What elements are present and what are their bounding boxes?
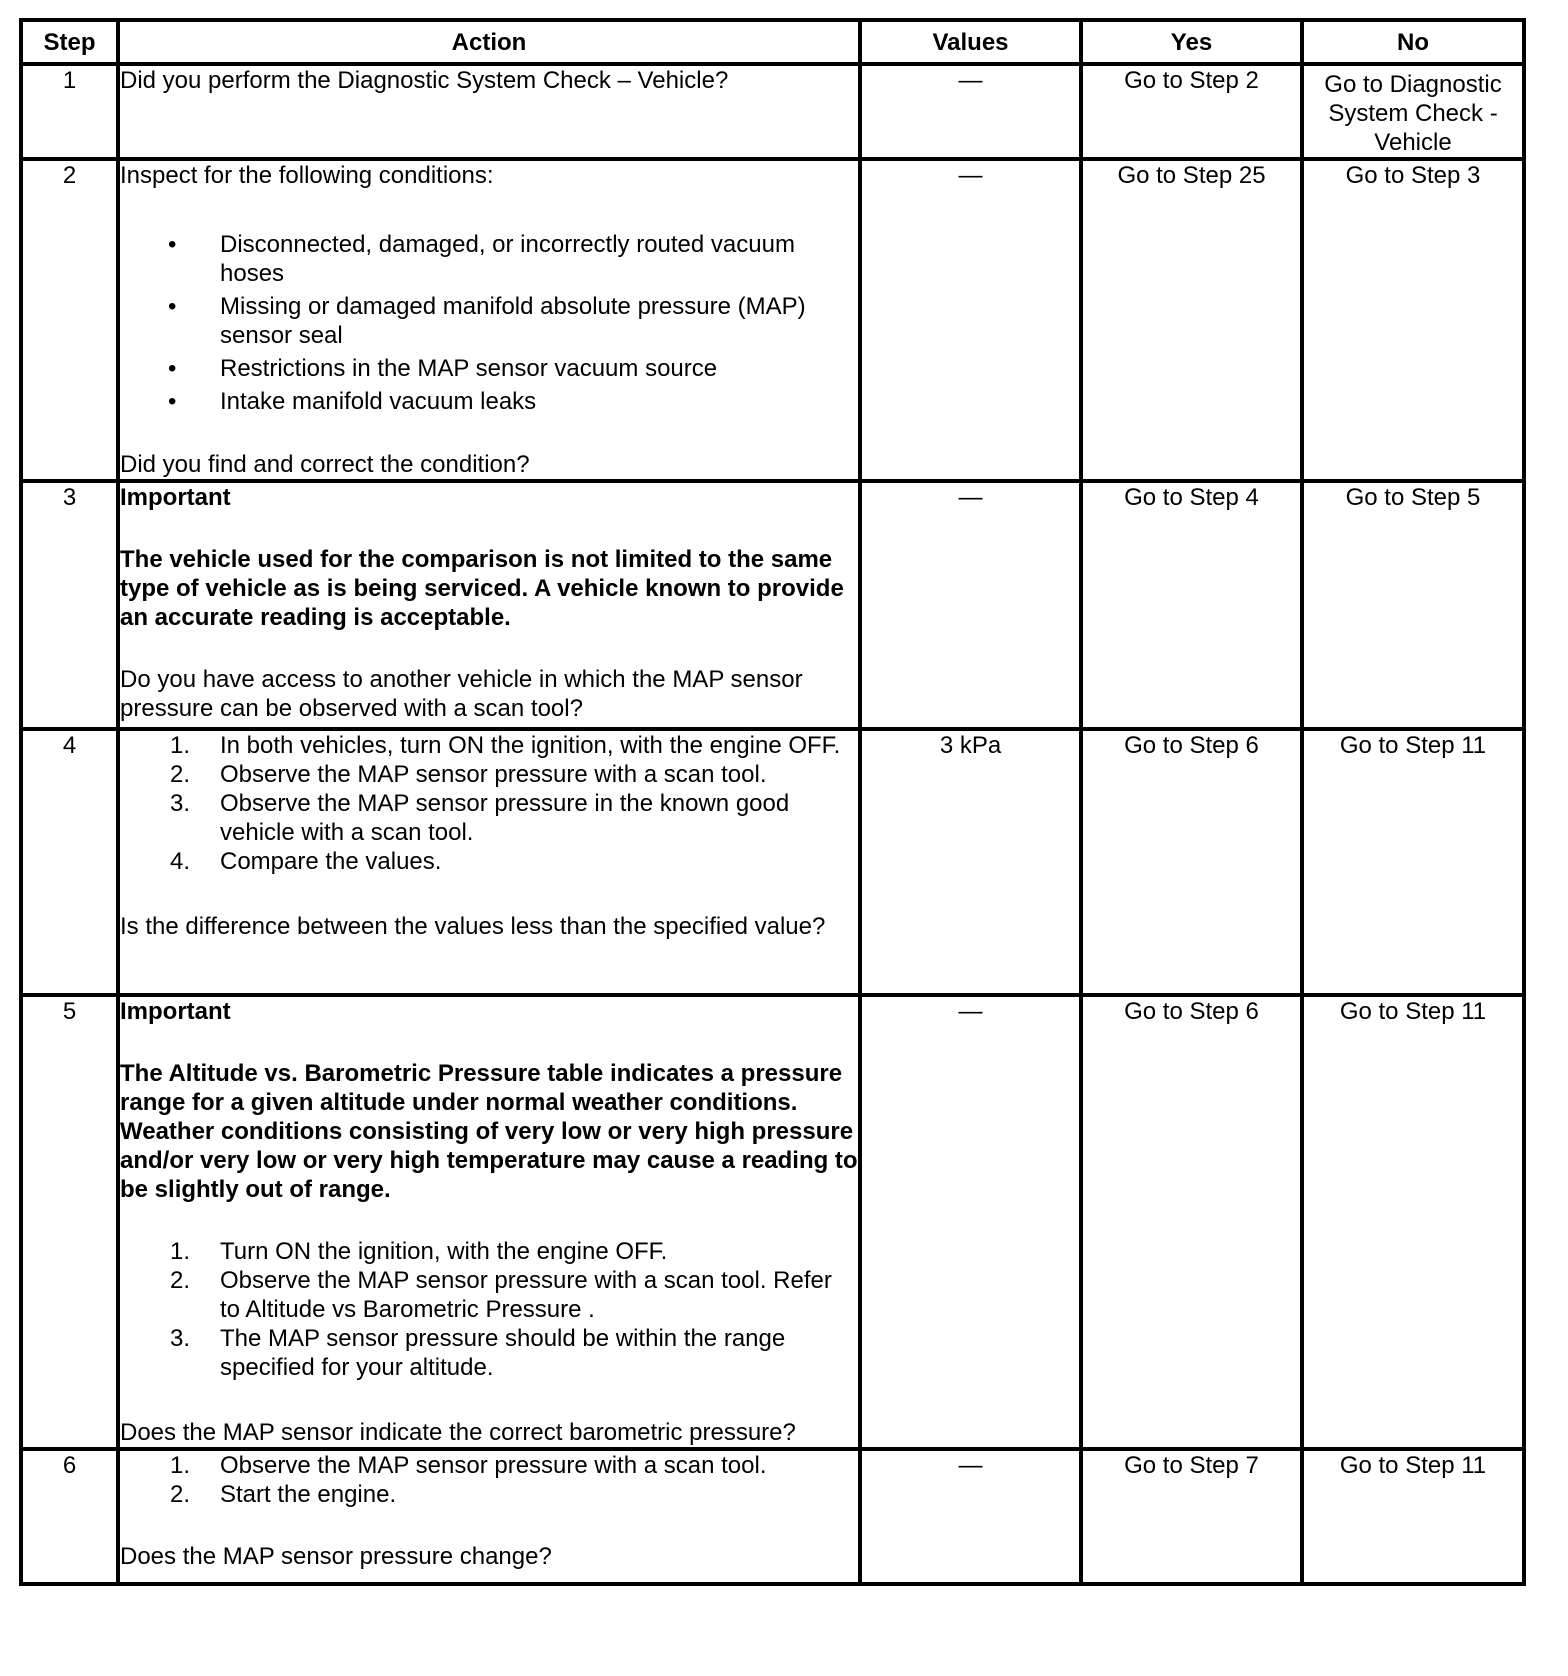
value-cell: — [860,481,1081,729]
action-question: Does the MAP sensor indicate the correct barometric pressure? [120,1419,796,1446]
header-step: Step [21,20,118,64]
condition-list [120,230,858,416]
important-label: Important [120,484,231,511]
no-cell: Go to Step 11 [1302,729,1524,995]
action-question: Does the MAP sensor pressure change? [120,1543,552,1570]
yes-cell: Go to Step 25 [1081,159,1302,481]
procedure-list [120,731,858,876]
header-values: Values [860,20,1081,64]
step-number: 4 [21,729,118,995]
yes-cell: Go to Step 2 [1081,64,1302,159]
value-cell: 3 kPa [860,729,1081,995]
value-cell: — [860,1449,1081,1584]
action-cell [118,1449,860,1584]
list-item: • Disconnected, damaged, or incorrectly routed vacuum hoses [120,230,858,288]
list-item: • Intake manifold vacuum leaks [120,387,858,416]
important-label: Important [120,998,231,1025]
list-text: Turn ON the ignition, with the engine OFF. [220,1238,668,1265]
procedure-list [120,1451,858,1509]
value-cell: — [860,159,1081,481]
list-item [120,789,858,847]
action-cell [118,159,860,481]
value-cell: — [860,64,1081,159]
action-cell [118,64,860,159]
diagnostic-table [19,18,1526,1586]
table-row [21,1449,1524,1584]
header-yes: Yes [1081,20,1302,64]
action-cell [118,995,860,1449]
list-item [120,847,858,876]
list-item [120,1480,858,1509]
action-question: Did you perform the Diagnostic System Check – Vehicle? [120,67,729,94]
table-row [21,159,1524,481]
action-question: Is the difference between the values less than the specified value? [120,913,826,940]
list-item: • Missing or damaged manifold absolute pressure (MAP) sensor seal [120,292,858,350]
table-row [21,64,1524,159]
no-cell: Go to Diagnostic System Check - Vehicle [1302,64,1524,159]
list-item [120,760,858,789]
table-row [21,995,1524,1449]
list-number: 2. [170,1267,191,1294]
action-intro: Inspect for the following conditions: [120,162,494,189]
list-item [120,1324,858,1382]
step-number: 5 [21,995,118,1449]
list-number: 1. [170,732,191,759]
list-text: Observe the MAP sensor pressure with a scan tool. [220,1452,767,1479]
table-row [21,481,1524,729]
no-cell: Go to Step 11 [1302,995,1524,1449]
list-item [120,1237,858,1266]
list-text: Start the engine. [220,1481,397,1508]
list-number: 1. [170,1238,191,1265]
step-number: 1 [21,64,118,159]
list-number: 2. [170,761,191,788]
important-note: The Altitude vs. Barometric Pressure table indicates a pressure range for a given altitude under normal weather conditions. Weather conditions consisting of very low or very high pressure and/or very low or very high temperature may cause a reading to be slightly out of range. [120,1060,858,1203]
list-number: 4. [170,848,191,875]
action-cell [118,729,860,995]
action-cell [118,481,860,729]
list-text: Compare the values. [220,848,442,875]
procedure-list [120,1237,858,1382]
step-number: 3 [21,481,118,729]
list-number: 3. [170,790,191,817]
step-number: 2 [21,159,118,481]
list-text: Observe the MAP sensor pressure with a scan tool. Refer to Altitude vs Barometric Pressure . [220,1267,832,1323]
step-number: 6 [21,1449,118,1584]
table-row [21,729,1524,995]
action-question: Did you find and correct the condition? [120,451,530,478]
yes-cell: Go to Step 4 [1081,481,1302,729]
list-text: Observe the MAP sensor pressure in the known good vehicle with a scan tool. [220,790,790,846]
yes-cell: Go to Step 6 [1081,729,1302,995]
yes-cell: Go to Step 6 [1081,995,1302,1449]
header-row [21,20,1524,64]
list-number: 3. [170,1325,191,1352]
action-question: Do you have access to another vehicle in which the MAP sensor pressure can be observed with a scan tool? [120,666,803,722]
no-cell: Go to Step 11 [1302,1449,1524,1584]
value-cell: — [860,995,1081,1449]
list-number: 2. [170,1481,191,1508]
list-number: 1. [170,1452,191,1479]
important-note: The vehicle used for the comparison is not limited to the same type of vehicle as is being serviced. A vehicle known to provide an accurate reading is acceptable. [120,546,844,631]
header-action: Action [118,20,860,64]
list-item [120,731,858,760]
list-text: In both vehicles, turn ON the ignition, with the engine OFF. [220,732,841,759]
list-item [120,1266,858,1324]
list-text: Observe the MAP sensor pressure with a scan tool. [220,761,767,788]
no-cell: Go to Step 3 [1302,159,1524,481]
list-text: The MAP sensor pressure should be within the range specified for your altitude. [220,1325,786,1381]
header-no: No [1302,20,1524,64]
yes-cell: Go to Step 7 [1081,1449,1302,1584]
list-item [120,1451,858,1480]
list-item: • Restrictions in the MAP sensor vacuum source [120,354,858,383]
no-cell: Go to Step 5 [1302,481,1524,729]
